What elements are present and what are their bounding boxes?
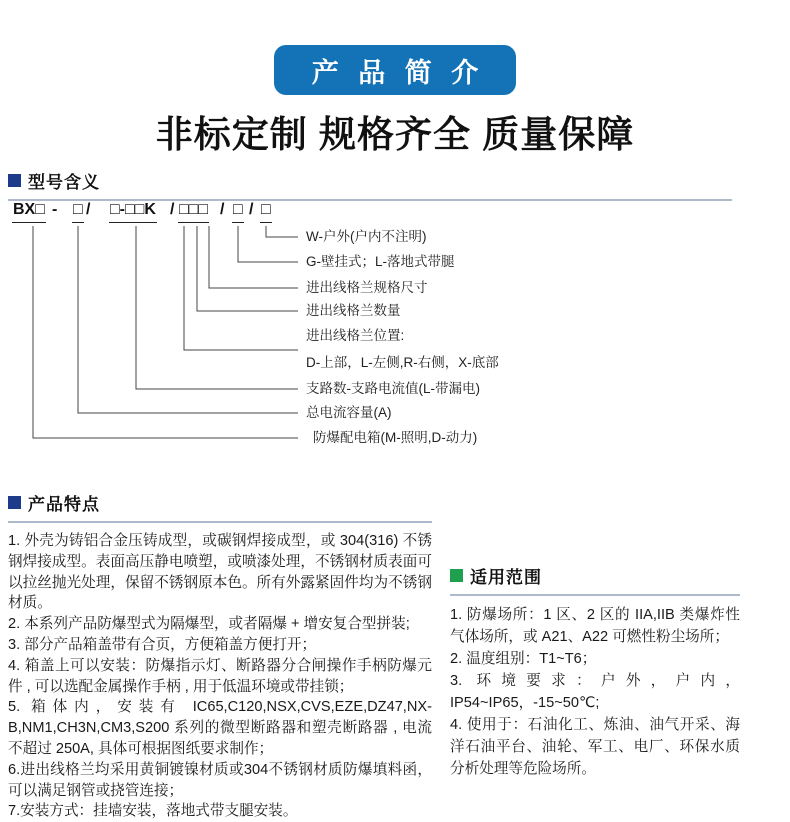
feature-item: 6.进出线格兰均采用黄铜镀镍材质或304不锈钢材质防爆填料函，可以满足钢管或挠管连接； xyxy=(8,761,432,799)
model-segment: □-□□K xyxy=(109,200,157,223)
model-label-gland-qty: 进出线格兰数量 xyxy=(306,303,401,318)
feature-item: 3. 部分产品箱盖带有合页，方便箱盖方便打开； xyxy=(8,636,317,653)
scope-item: 4. 使用于：石油化工、炼油、油气开采、海洋石油平台、油轮、军工、电厂、环保水质分析处理等危险场所。 xyxy=(450,717,740,777)
scope-list xyxy=(450,604,740,780)
scope-item: 3. 环境要求：户外，户内，IP54~IP65，-15~50℃; xyxy=(450,673,740,711)
model-separator: / xyxy=(86,201,91,218)
feature-item: 5. 箱体内，安装有 IC65,C120,NSX,CVS,EZE,DZ47,NX-B,NM1,CH3N,CM3,S200 系列的微型断路器和塑壳断路器 , 电流不超过 250A, 具体可根据图纸要求制作； xyxy=(8,699,432,757)
features-section-header xyxy=(8,490,432,523)
model-label-positions: D-上部，L-左侧,R-右侧，X-底部 xyxy=(306,355,499,370)
green-square-icon xyxy=(450,569,463,582)
model-diagram xyxy=(8,200,768,462)
model-segment: □ xyxy=(72,200,84,223)
model-segment: BX□ xyxy=(12,200,46,223)
model-label-mounting: G-壁挂式；L-落地式带腿 xyxy=(306,254,455,269)
scope-section-title: 适用范围 xyxy=(470,568,542,587)
model-separator: / xyxy=(249,201,254,218)
model-label-gland-pos: 进出线格兰位置: xyxy=(306,328,405,343)
model-label-gland-size: 进出线格兰规格尺寸 xyxy=(306,280,428,295)
model-section-header xyxy=(8,168,732,201)
model-separator: / xyxy=(220,201,225,218)
model-label-current: 总电流容量(A) xyxy=(306,405,392,420)
feature-item: 2. 本系列产品防爆型式为隔爆型，或者隔爆 + 增安复合型拼装; xyxy=(8,616,410,633)
banner-title: 产 品 简 介 xyxy=(311,57,485,88)
model-separator: - xyxy=(52,201,58,218)
model-label-box-type: 防爆配电箱(M-照明,D-动力) xyxy=(313,430,478,445)
banner xyxy=(274,45,516,95)
scope-item: 1. 防爆场所：1 区、2 区的 IIA,IIB 类爆炸性气体场所，或 A21、A22 可燃性粉尘场所； xyxy=(450,607,740,645)
blue-square-icon xyxy=(8,496,21,509)
model-segment: □□□ xyxy=(178,200,209,223)
features-list xyxy=(8,531,432,822)
scope-item: 2. 温度组别：T1~T6； xyxy=(450,651,597,667)
model-label-outdoor: W-户外(户内不注明) xyxy=(306,229,427,244)
features-section xyxy=(8,490,432,822)
model-section-title: 型号含义 xyxy=(28,173,100,192)
features-section-title: 产品特点 xyxy=(28,495,100,514)
model-segment: □ xyxy=(260,200,272,223)
model-label-branches: 支路数-支路电流值(L-带漏电) xyxy=(306,381,480,396)
scope-section-header xyxy=(450,563,740,596)
feature-item: 4. 箱盖上可以安装：防爆指示灯、断路器分合闸操作手柄防爆元件 , 可以选配金属操作手柄 , 用于低温环境或带挂锁； xyxy=(8,657,432,695)
blue-square-icon xyxy=(8,174,21,187)
model-section xyxy=(8,168,732,201)
feature-item: 7.安装方式：挂墙安装，落地式带支腿安装。 xyxy=(8,803,298,820)
scope-section xyxy=(450,563,740,780)
model-segment: □ xyxy=(232,200,244,223)
model-separator: / xyxy=(170,201,175,218)
headline: 非标定制 规格齐全 质量保障 xyxy=(155,114,635,155)
feature-item: 1. 外壳为铸铝合金压铸成型，或碳钢焊接成型，或 304(316) 不锈钢焊接成型。表面高压静电喷塑，或喷漆处理，不锈钢材质表面可以拉丝抛光处理，保留不锈钢原本色。所有外露紧固件均为不锈钢材质。 xyxy=(8,533,432,612)
